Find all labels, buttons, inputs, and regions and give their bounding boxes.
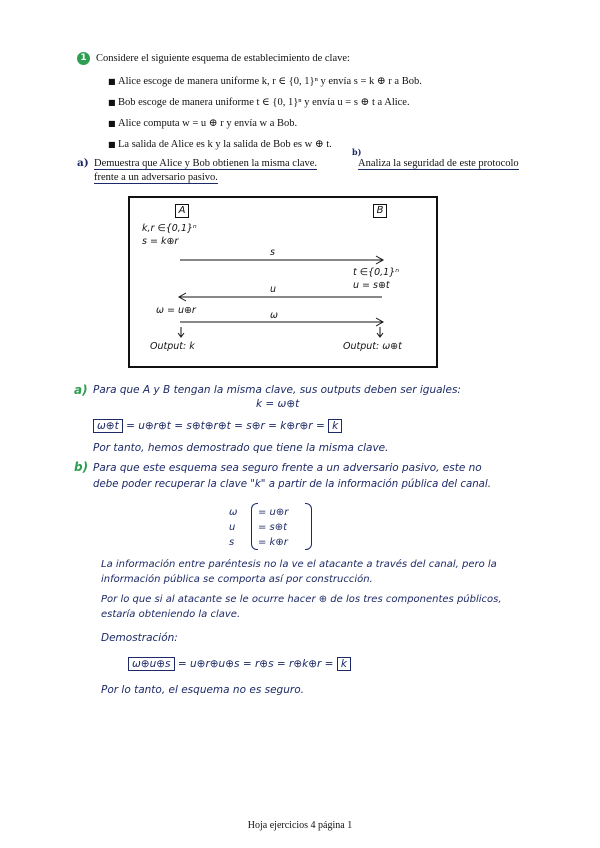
part-a-label: a) — [77, 157, 89, 169]
demo-boxed-right: k — [337, 657, 351, 671]
answer-a-boxed-left: ω⊕t — [93, 419, 123, 433]
demo-boxed-left: ω⊕u⊕s — [128, 657, 175, 671]
answer-a-boxed-right: k — [328, 419, 342, 433]
part-b-text-line1: Analiza la seguridad de este protocolo — [358, 158, 519, 169]
alice-s: s = k⊕r — [142, 236, 179, 247]
answer-b-para1-line2: información pública se comporta así por construcción. — [101, 574, 373, 585]
answer-b-para2-line1: Por lo que si al atacante se le ocurre hacer ⊕ de los tres componentes públicos, — [101, 594, 502, 605]
answer-b-line1: Para que este esquema sea seguro frente a un adversario pasivo, este no — [93, 462, 482, 474]
alice-w: ω = u⊕r — [156, 305, 196, 316]
demo-equation: = u⊕r⊕u⊕s = r⊕s = r⊕k⊕r = — [177, 658, 334, 670]
answer-b-line2: debe poder recuperar la clave "k" a partir de la información pública del canal. — [93, 479, 491, 490]
public-expr-s: = k⊕r — [258, 537, 288, 548]
left-paren-bracket — [251, 503, 258, 550]
message-s-label: s — [270, 247, 275, 258]
bullet-icon: ■ — [108, 140, 116, 149]
problem-bullet-4: La salida de Alice es k y la salida de Bob es w ⊕ t. — [118, 139, 332, 150]
bullet-icon: ■ — [108, 77, 116, 86]
public-expr-u: = s⊕t — [258, 522, 288, 533]
bullet-icon: ■ — [108, 98, 116, 107]
answer-b-label: b) — [74, 460, 89, 474]
right-paren-bracket — [305, 503, 312, 550]
problem-bullet-1: Alice escoge de manera uniforme k, r ∈ {0, 1}ⁿ y envía s = k ⊕ r a Bob. — [118, 76, 422, 87]
problem-number-badge: 1 — [77, 52, 90, 65]
public-var-s: s — [229, 537, 235, 548]
bob-u: u = s⊕t — [353, 280, 390, 291]
page-footer: Hoja ejercicios 4 página 1 — [247, 820, 353, 831]
answer-b-para1-line1: La información entre paréntesis no la ve el atacante a través del canal, pero la — [101, 559, 497, 570]
alice-choice: k,r ∈{0,1}ⁿ — [142, 223, 197, 234]
answer-a-line2: k = ω⊕t — [256, 398, 300, 410]
public-var-w: ω — [229, 507, 238, 518]
bob-output: Output: ω⊕t — [343, 341, 402, 352]
party-bob-label: B — [373, 204, 387, 218]
problem-bullet-3: Alice computa w = u ⊕ r y envía w a Bob. — [118, 118, 298, 129]
answer-a-line1: Para que A y B tengan la misma clave, sus outputs deben ser iguales: — [93, 384, 461, 396]
part-b-label: b) — [352, 147, 362, 157]
part-a-text: Demuestra que Alice y Bob obtienen la misma clave. — [94, 158, 318, 169]
message-u-label: u — [270, 284, 277, 295]
problem-bullet-2: Bob escoge de manera uniforme t ∈ {0, 1}ⁿ y envía u = s ⊕ t a Alice. — [118, 97, 410, 108]
answer-b-para2-line2: estaría obteniendo la clave. — [101, 609, 241, 620]
demo-label: Demostración: — [101, 632, 178, 644]
message-w-label: ω — [270, 310, 278, 321]
alice-output: Output: k — [150, 341, 195, 352]
answer-a-conclusion: Por tanto, hemos demostrado que tiene la misma clave. — [93, 442, 389, 454]
problem-intro: Considere el siguiente esquema de establecimiento de clave: — [96, 53, 350, 64]
bullet-icon: ■ — [108, 119, 116, 128]
public-expr-w: = u⊕r — [258, 507, 289, 518]
bob-choice: t ∈{0,1}ⁿ — [353, 267, 400, 278]
answer-a-equation: = u⊕r⊕t = s⊕t⊕r⊕t = s⊕r = k⊕r⊕r = — [126, 420, 325, 432]
party-alice-label: A — [175, 204, 189, 218]
answer-a-label: a) — [74, 383, 88, 397]
answer-b-conclusion: Por lo tanto, el esquema no es seguro. — [101, 684, 304, 696]
public-var-u: u — [229, 522, 236, 533]
part-b-text-line2: frente a un adversario pasivo. — [94, 172, 218, 183]
